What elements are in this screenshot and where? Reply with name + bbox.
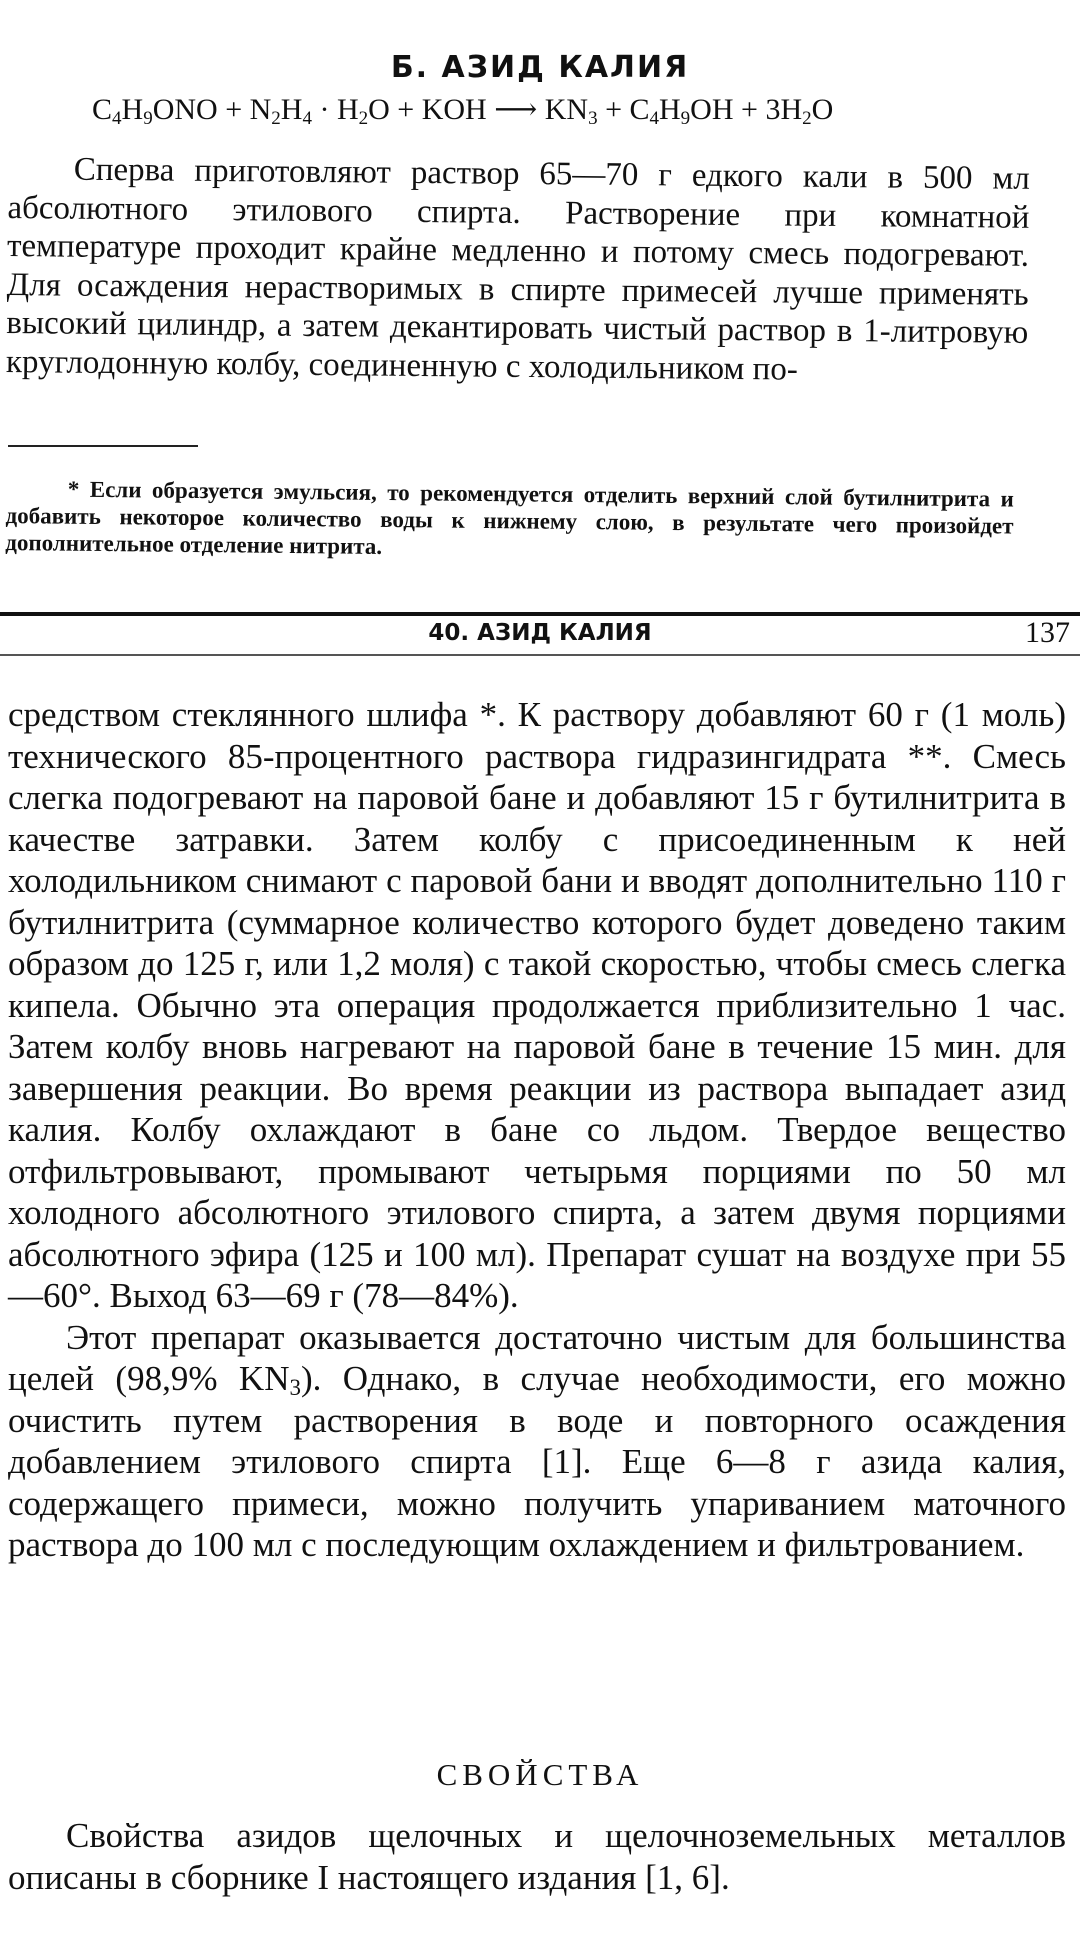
eq-product-water: $3H_2O$ — [765, 93, 834, 129]
eq-plus: + — [733, 93, 766, 126]
eq-plus: + — [597, 93, 630, 126]
eq-arrow: ⟶ — [486, 93, 545, 126]
main-paragraph-1: средством стеклянного шлифа *. К раствору добавляют 60 г (1 моль) технического 85-процентного раствора гидразингидрата **. Смесь слегка подогревают на паровой бане и добавляют 15 г бутилнитрита в качестве затравки. Затем колбу с присоединенным к ней холодильником снимают с паровой бани и вводят дополнительно 110 г бутилнитрита (суммарное количество которого будет доведено таким образом до 125 г, или 1,2 моля) с такой скоростью, чтобы смесь слегка кипела. Обычно эта операция продолжается приблизительно 1 час. Затем колбу вновь нагревают на паровой бане в течение 15 мин. для завершения реакции. Во время реакции из раствора выпадает азид калия. Колбу охлаждают в бане со льдом. Твердое вещество отфильтровывают, промывают четырьмя порциями по 50 мл холодного абсолютного этилового спирта, а затем двумя порциями абсолютного эфира (125 и 100 мл). Препарат сушат на воздухе при 55—60°. Выход 63—69 г (78—84%). — [8, 695, 1066, 1315]
properties-paragraph: Свойства азидов щелочных и щелочноземельных металлов описаны в сборнике I настоящего издания [1, 6]. — [8, 1816, 1066, 1897]
page-divider — [0, 612, 1080, 616]
footnote: * Если образуется эмульсия, то рекомендуется отделить верхний слой бутилнитрита и добавить некоторое количество воды к нижнему слою, в результате чего произойдет дополнительное отделение нитрита. — [5, 476, 1014, 559]
running-title: 40. АЗИД КАЛИЯ — [428, 620, 652, 646]
eq-reactant-koh: KOH — [421, 93, 487, 126]
running-head — [0, 616, 1080, 652]
footnote-rule — [8, 445, 198, 447]
reaction-equation — [92, 92, 1032, 130]
eq-reactant-butyl-nitrite: $C_4H_9ONO$ — [92, 93, 218, 129]
page-number: 137 — [1025, 616, 1070, 649]
eq-product-butanol: $C_4H_9OH$ — [629, 93, 734, 129]
eq-plus: + — [389, 93, 422, 126]
section-title: Б. АЗИД КАЛИЯ — [390, 50, 690, 85]
upper-paragraph: Сперва приготовляют раствор 65—70 г едкого кали в 500 мл абсолютного этилового спирта. Растворение при комнатной температуре проходит крайне медленно и потому смесь подогревают. Для осаждения нерастворимых в спирте примесей лучше применять высокий цилиндр, а затем декантировать чистый раствор в 1-литровую круглодонную колбу, соединенную с холодильником по- — [5, 151, 1030, 388]
eq-plus: + — [217, 93, 250, 126]
main-text — [8, 694, 1066, 1566]
eq-reactant-hydrazine-hydrate: $N_2H_4 \cdot H_2O$ — [249, 93, 390, 129]
eq-product-kn3: $KN_3$ — [544, 93, 598, 129]
main-paragraph-2: Этот препарат оказывается достаточно чистым для большинства целей (98,9% $KN_3$). Однако, в случае необходимости, его можно очистить путем растворения в воде и повторного осаждения добавлением этилового спирта [1]. Еще 6—8 г азида калия, содержащего примеси, можно получить упариванием маточного раствора до 100 мл с последующим охлаждением и фильтрованием. — [8, 1317, 1066, 1564]
running-head-rule — [0, 654, 1080, 656]
properties-heading: СВОЙСТВА — [436, 1757, 644, 1792]
